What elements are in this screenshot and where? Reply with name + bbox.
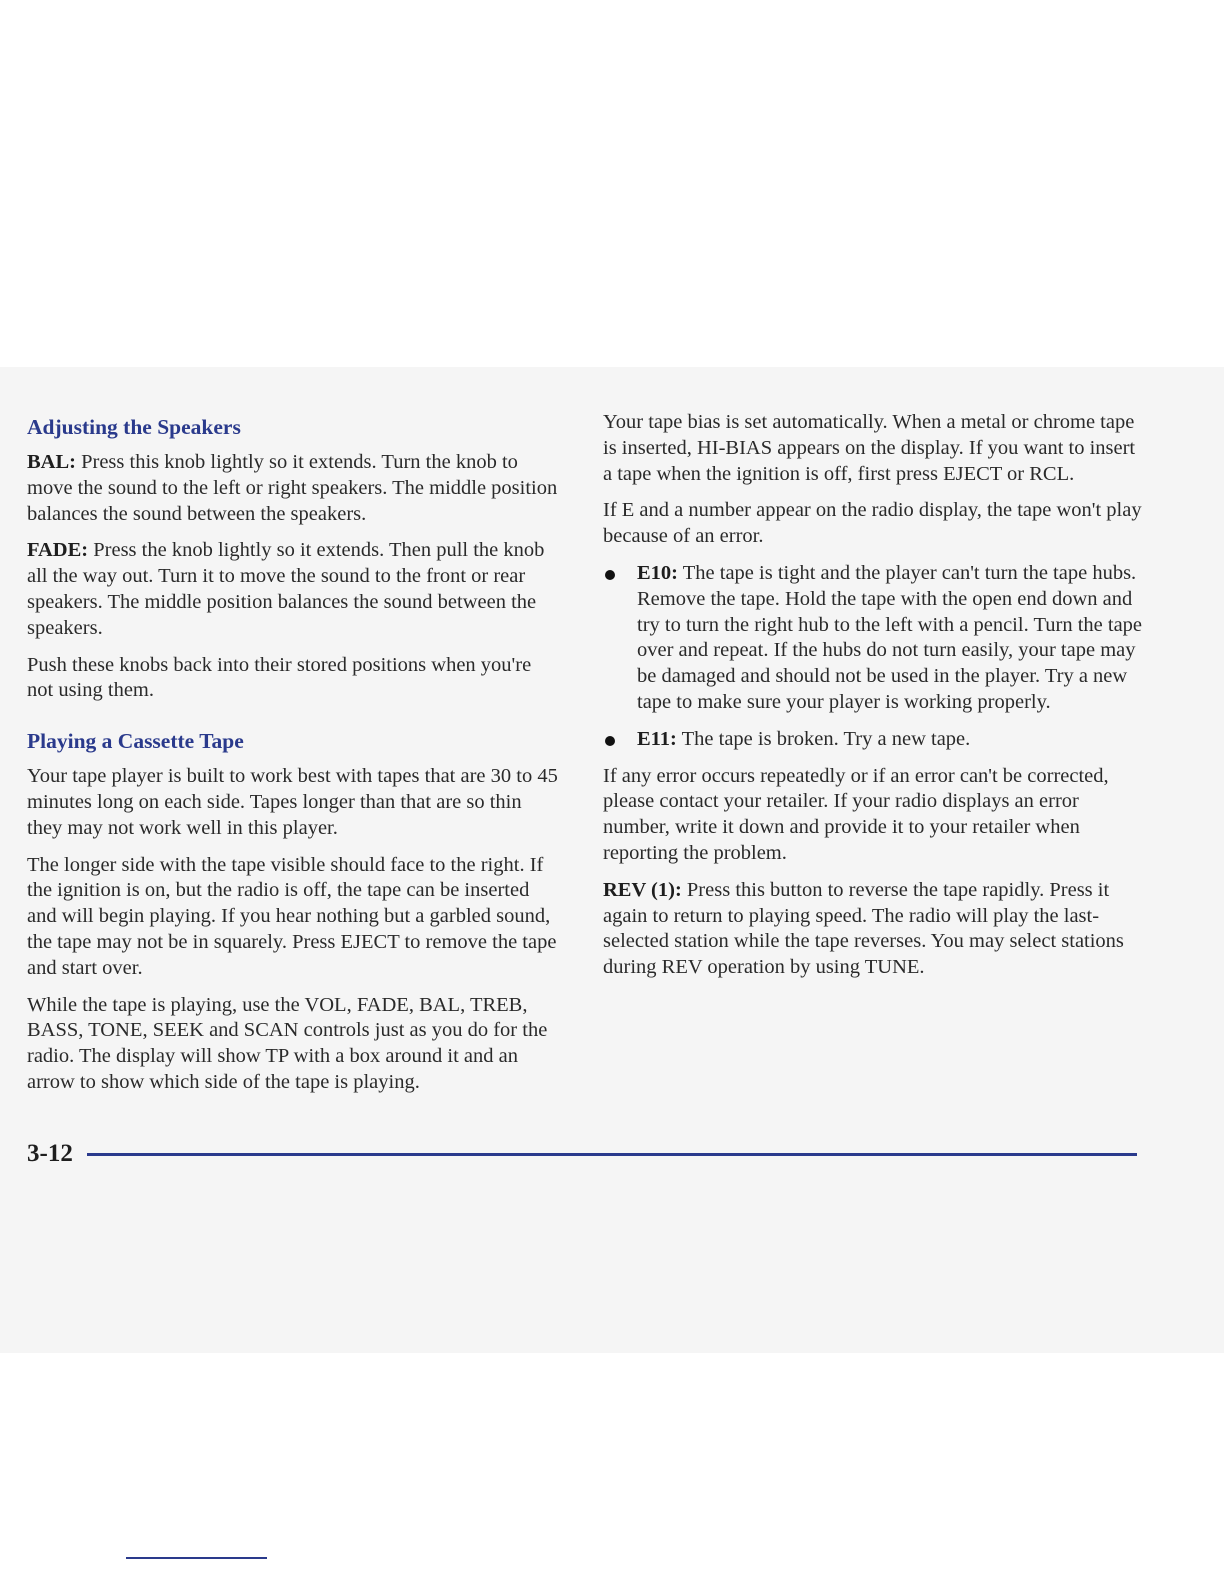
list-item-e11 xyxy=(603,727,1143,753)
paragraph-rev xyxy=(603,878,1143,981)
paragraph-error-repeat: If any error occurs repeatedly or if an error can't be corrected, please contact your retailer. If your radio displays an error number, write it down and provide it to your retailer when reporting the problem. xyxy=(603,764,1109,864)
paragraph-longer-side: The longer side with the tape visible should face to the right. If the ignition is on, but the radio is off, the tape can be inserted and will begin playing. If you hear nothing but a garbled sound, the tape may not be in squarely. Press EJECT to remove the tape and start over. xyxy=(27,853,557,979)
paragraph-error-intro: If E and a number appear on the radio display, the tape won't play because of an error. xyxy=(603,499,1142,548)
right-column xyxy=(603,410,1143,992)
paragraph-tape-bias: Your tape bias is set automatically. When a metal or chrome tape is inserted, HI-BIAS appears on the display. If you want to insert a tape when the ignition is off, first press EJECT or RCL. xyxy=(603,411,1136,485)
term-e10: E10: xyxy=(637,561,678,584)
paragraph-push-knobs: Push these knobs back into their stored positions when you're not using them. xyxy=(27,653,532,702)
left-column xyxy=(27,410,562,1107)
page-number: 3-12 xyxy=(27,1140,73,1167)
paragraph-bal xyxy=(27,450,562,527)
text-e10: The tape is tight and the player can't turn the tape hubs. Remove the tape. Hold the tape with the open end down and try to turn the right hub to the left with a pencil. Turn the tape over and repeat. If the hubs do not turn easily, your tape may be damaged and should not be used in the player. Try a new tape to make sure your player is working properly. xyxy=(637,561,1143,713)
text-bal: Press this knob lightly so it extends. Turn the knob to move the sound to the left or right speakers. The middle position balances the sound between the speakers. xyxy=(27,451,558,525)
page-footer xyxy=(27,1138,1137,1172)
paragraph-while-playing: While the tape is playing, use the VOL, FADE, BAL, TREB, BASS, TONE, SEEK and SCAN controls just as you do for the radio. The display will show TP with a box around it and an arrow to show which side of the tape is playing. xyxy=(27,993,548,1093)
bullet-icon xyxy=(605,570,615,580)
paragraph-fade xyxy=(27,538,562,641)
text-fade: Press the knob lightly so it extends. Then pull the knob all the way out. Turn it to move the sound to the front or rear speakers. The middle position balances the sound between the speakers. xyxy=(27,539,545,639)
paragraph-tape-best: Your tape player is built to work best with tapes that are 30 to 45 minutes long on each side. Tapes longer than that are so thin they may not work well in this player. xyxy=(27,765,558,839)
text-e11: The tape is broken. Try a new tape. xyxy=(676,727,971,750)
spacer xyxy=(27,715,562,724)
bottom-rule-divider xyxy=(126,1557,267,1559)
heading-playing-cassette: Playing a Cassette Tape xyxy=(27,729,244,754)
term-fade: FADE: xyxy=(27,539,89,562)
text-rev: Press this button to reverse the tape rapidly. Press it again to return to playing speed. The radio will play the last-selected station while the tape reverses. You may select stations during REV operation by using TUNE. xyxy=(603,878,1124,979)
list-item-e10 xyxy=(603,561,1143,716)
term-e11: E11: xyxy=(637,727,677,750)
bullet-icon xyxy=(605,736,615,746)
footer-rule-divider xyxy=(87,1153,1137,1156)
heading-adjusting-speakers: Adjusting the Speakers xyxy=(27,415,241,439)
term-bal: BAL: xyxy=(27,451,76,473)
error-code-list xyxy=(603,561,1143,753)
term-rev: REV (1): xyxy=(603,878,682,901)
